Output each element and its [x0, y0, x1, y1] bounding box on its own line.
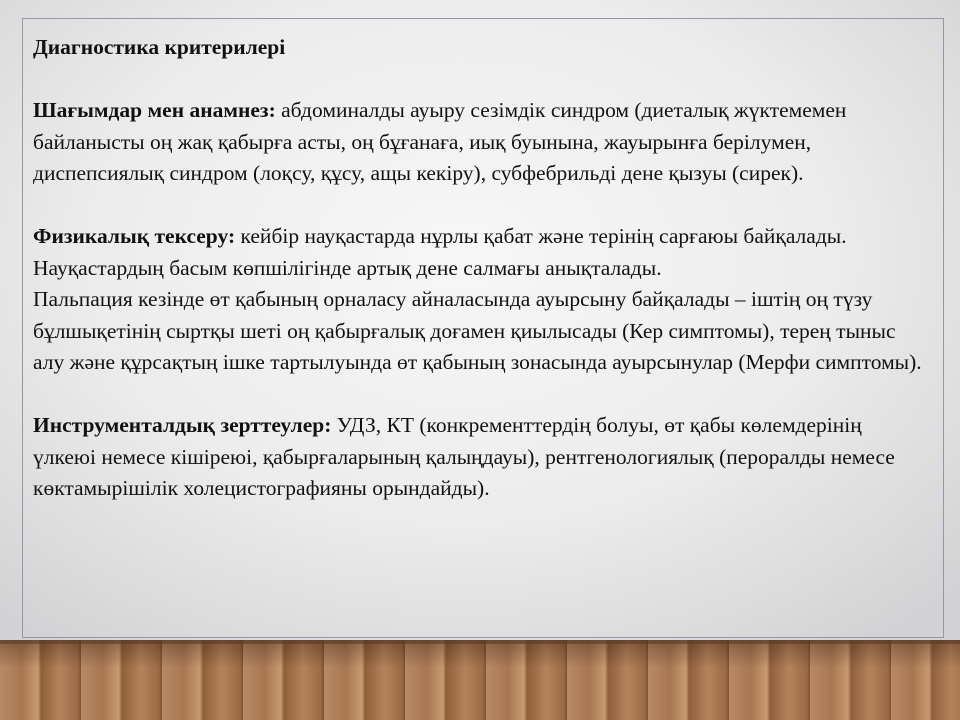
- slide-body: [33, 32, 923, 505]
- instrumental-paragraph: [33, 410, 923, 505]
- instrumental-label: Инструменталдық зерттеулер:: [33, 413, 332, 437]
- physical-paragraph: [33, 221, 923, 284]
- slide-heading: Диагностика критерилері: [33, 35, 286, 59]
- floor-edge: [0, 640, 960, 644]
- complaints-label: Шағымдар мен анамнез:: [33, 98, 276, 122]
- wooden-floor-decoration: [0, 640, 960, 720]
- complaints-paragraph: [33, 95, 923, 190]
- spacer: [33, 379, 923, 411]
- spacer: [33, 190, 923, 222]
- physical-label: Физикалық тексеру:: [33, 224, 236, 248]
- spacer: [33, 64, 923, 96]
- complaints-text: абдоминалды ауыру сезімдік синдром (диеталық жүктемемен байланысты оң жақ қабырға асты, оң бұғанаға, иық буынына, жауырынға берілумен, диспепсиялық синдром (лоқсу, құсу, ащы кекіру), субфебрильді дене қызуы (сирек).: [33, 98, 847, 185]
- palpation-paragraph: Пальпация кезінде өт қабының орналасу айналасында ауырсыну байқалады – іштің оң түзу бұлшықетінің сыртқы шеті оң қабырғалық доғамен қиылысады (Кер симптомы), терең тыныс алу және құрсақтың ішке тартылуында өт қабының зонасында ауырсынулар (Мерфи симптомы).: [33, 287, 922, 374]
- physical-text: кейбір науқастарда нұрлы қабат және терінің сарғаюы байқалады. Науқастардың басым көпшілігінде артық дене салмағы анықталады.: [33, 224, 847, 280]
- instrumental-text: УДЗ, КТ (конкременттердің болуы, өт қабы көлемдерінің үлкеюі немесе кішіреюі, қабырғаларының қалыңдауы), рентгенологиялық (пероралды немесе көктамырішілік холецистографияны орындайды).: [33, 413, 895, 500]
